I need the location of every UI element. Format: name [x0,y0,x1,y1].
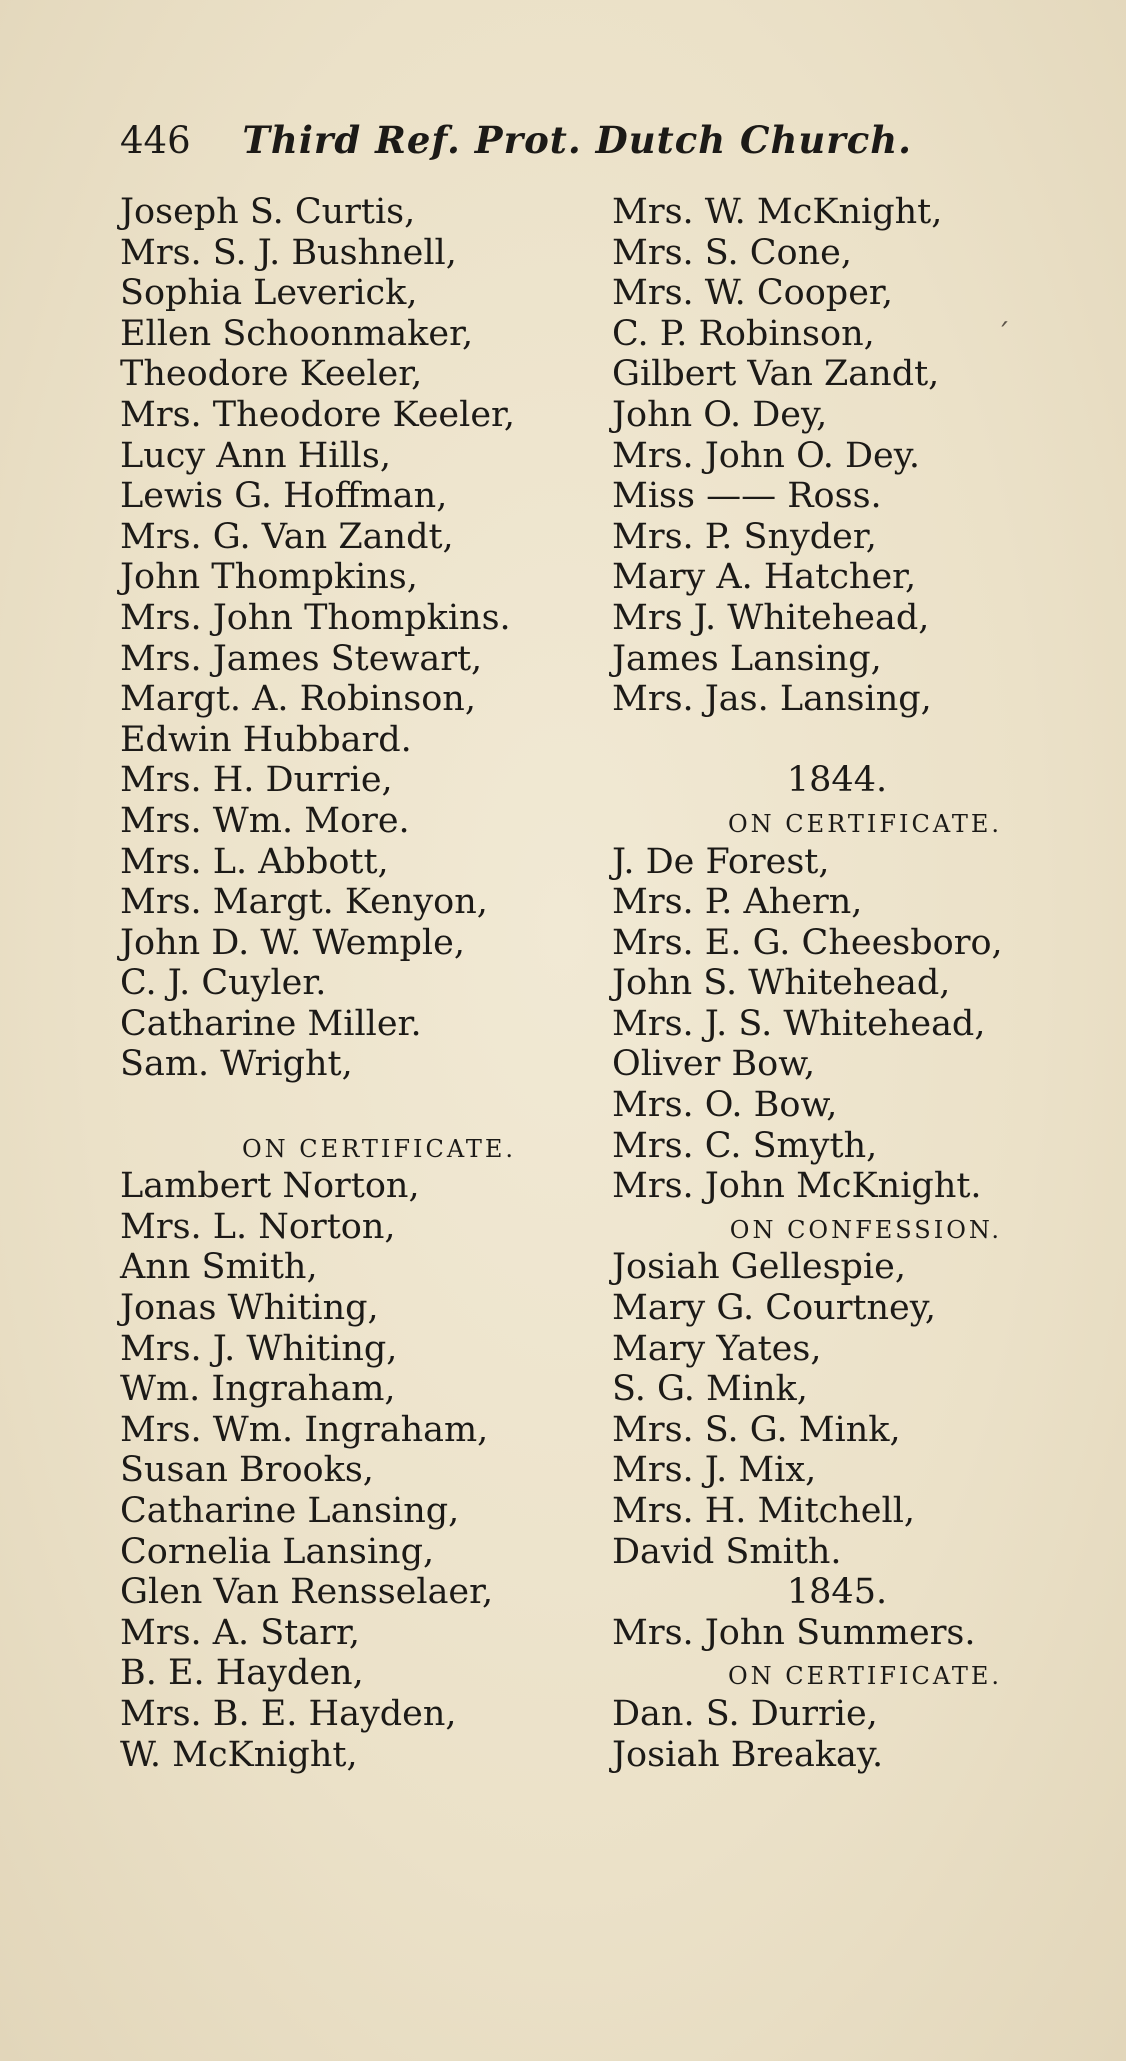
page-header [120,118,912,162]
member-name: Mrs. O. Bow, [612,1085,838,1126]
member-name: Glen Van Rensselaer, [120,1572,494,1613]
member-name: Mrs. Theodore Keeler, [120,394,516,435]
member-name: Catharine Miller. [120,1003,422,1044]
member-name: John D. W. Wemple, [120,922,465,963]
member-name: Mrs. P. Snyder, [612,516,877,557]
member-name: Mrs J. Whitehead, [612,597,930,638]
member-name: Cornelia Lansing, [120,1531,435,1572]
section-heading: ON CONFESSION. [729,1215,1002,1244]
member-name: Mary G. Courtney, [612,1288,936,1329]
member-name: C. J. Cuyler. [120,963,327,1004]
section-heading: ON CERTIFICATE. [728,1662,1002,1691]
year-heading: 1844. [786,760,888,801]
year-heading: 1845. [786,1572,888,1613]
member-name: Wm. Ingraham, [120,1369,396,1410]
member-name: David Smith. [612,1531,842,1572]
blank-line [120,1085,540,1126]
member-name: Mrs. S. J. Bushnell, [120,232,457,273]
member-name: Mrs. S. G. Mink, [612,1409,901,1450]
member-name: Mrs. Wm. Ingraham, [120,1409,489,1450]
member-name: Mrs. John McKnight. [612,1166,982,1207]
member-name: Susan Brooks, [120,1450,374,1491]
member-name: Josiah Breakay. [612,1734,884,1775]
right-name-column [612,192,1002,1775]
member-name: Mrs. John Thompkins. [120,597,511,638]
member-name: Oliver Bow, [612,1044,816,1085]
member-name: Mrs. B. E. Hayden, [120,1693,457,1734]
member-name: Mrs. Wm. More. [120,800,410,841]
member-name: Josiah Gellespie, [612,1247,906,1288]
left-name-column [120,192,540,1775]
member-name: Mrs. John Summers. [612,1612,976,1653]
member-name: Ann Smith, [120,1247,318,1288]
member-name: Mrs. E. G. Cheesboro, [612,922,1003,963]
member-name: Dan. S. Durrie, [612,1693,878,1734]
member-name: Mrs. H. Durrie, [120,760,393,801]
member-name: Jonas Whiting, [120,1288,379,1329]
pencil-tick-mark: ˊ [996,318,1010,351]
member-name: Mrs. H. Mitchell, [612,1491,916,1531]
member-name: J. De Forest, [612,841,830,882]
member-name: Lambert Norton, [120,1166,420,1207]
member-name: Mrs. James Stewart, [120,638,483,679]
member-name: Mrs. L. Norton, [120,1206,396,1247]
member-name: Mrs. John O. Dey. [612,435,921,476]
member-name: Miss —— Ross. [612,476,882,517]
member-name: John S. Whitehead, [612,963,951,1004]
member-name: B. E. Hayden, [120,1653,364,1694]
member-name: Mrs. A. Starr, [120,1612,360,1653]
member-name: Theodore Keeler, [120,354,423,395]
member-name: Catharine Lansing, [120,1491,460,1531]
member-name: W. McKnight, [120,1734,358,1775]
member-name: Gilbert Van Zandt, [612,354,940,395]
member-name: Margt. A. Robinson, [120,679,476,720]
member-name: John O. Dey, [612,394,828,435]
member-name: C. P. Robinson, [612,313,875,354]
member-name: James Lansing, [612,638,882,679]
member-name: Ellen Schoonmaker, [120,313,474,354]
member-name: Mrs. S. Cone, [612,232,852,273]
member-name: Mrs. P. Ahern, [612,882,863,923]
running-title: Third Ref. Prot. Dutch Church. [242,118,913,162]
member-name: Mrs. G. Van Zandt, [120,516,454,557]
member-name: Mrs. J. Mix, [612,1450,817,1491]
member-name: Mrs. L. Abbott, [120,841,389,882]
member-name: Sophia Leverick, [120,273,418,314]
member-name: Mrs. C. Smyth, [612,1125,878,1166]
member-name: Lewis G. Hoffman, [120,476,448,517]
member-name: Joseph S. Curtis, [120,192,416,232]
member-name: Mrs. Jas. Lansing, [612,679,932,720]
member-name: S. G. Mink, [612,1369,808,1410]
blank-line [612,720,1002,761]
member-name: Lucy Ann Hills, [120,435,391,476]
member-name: Mary Yates, [612,1328,822,1369]
member-name: Mrs. J. S. Whitehead, [612,1003,986,1044]
member-name: Mrs. J. Whiting, [120,1328,398,1369]
member-name: Mrs. W. McKnight, [612,192,943,232]
member-name: Edwin Hubbard. [120,719,412,760]
section-heading: ON CERTIFICATE. [728,809,1002,838]
section-heading: ON CERTIFICATE. [242,1134,516,1163]
page-number: 446 [120,119,191,162]
member-name: Mrs. W. Cooper, [612,273,893,314]
member-name: Mrs. Margt. Kenyon, [120,882,488,923]
member-name: Mary A. Hatcher, [612,557,917,598]
member-name: Sam. Wright, [120,1044,353,1085]
member-name: John Thompkins, [120,557,418,598]
